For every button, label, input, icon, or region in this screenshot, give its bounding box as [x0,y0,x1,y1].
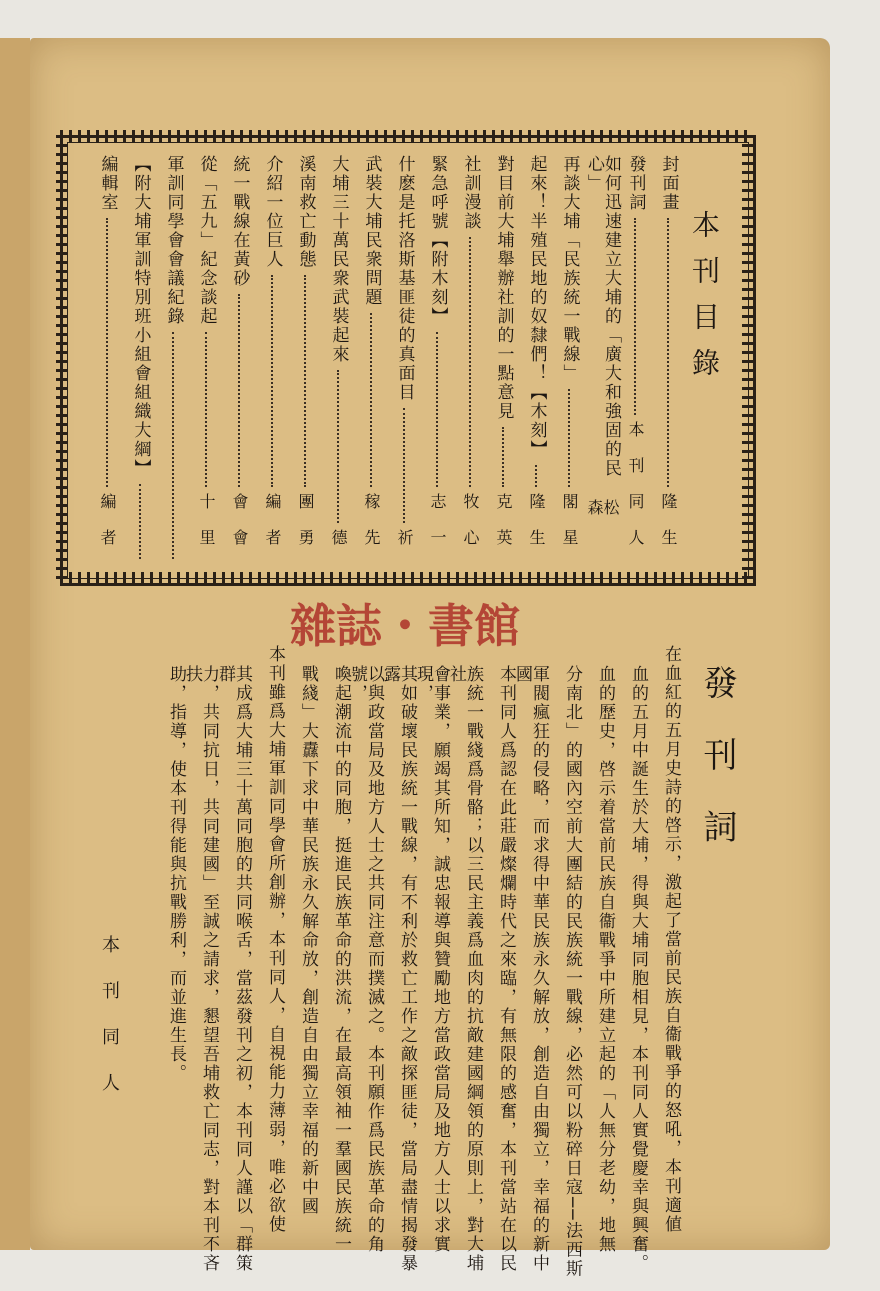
toc-entry-author: 隆生 [527,493,546,565]
toc-leader-dots [271,275,273,487]
foreword-column: 血的歷史，啓示着當前民族自衞戰爭中所建立起的「人無分老幼，地無 [595,665,615,1254]
toc-entry [523,155,549,565]
toc-entry-title: 社訓漫談 [460,155,481,231]
toc-entry-title: 再談大埔「民族統一戰線」 [559,155,580,383]
toc-entry [424,155,450,565]
foreword-column: 其如破壞民族統一戰線，有不利於救亡工作之敵探匪徒，當局盡情揭發暴露 [380,665,417,1273]
toc-entry [358,155,384,565]
toc-entry-title: 起來！半殖民地的奴隸們！【木刻】 [526,155,547,459]
toc-entry-title: 緊急呼號【附木刻】 [427,155,448,326]
toc-entry [655,155,681,565]
foreword-signature: 本刊同人 [99,935,120,1119]
toc-entry-author: 編者 [98,493,117,565]
toc-entry-title: 武裝大埔民衆問題 [361,155,382,307]
toc-entry-author: 編者 [263,493,282,565]
toc-entry-title: 軍訓同學會會議紀錄 [163,155,184,326]
toc-leader-dots [436,332,438,487]
toc-entry-author: 閣星 [560,493,579,565]
toc-entry [584,155,621,565]
toc-leader-dots [403,408,405,523]
toc-entry-title: 如何迅速建立大埔的「廣大和強固的民心」 [584,155,621,478]
foreword-column: 族統一戰綫爲骨骼；以三民主義爲血肉的抗敵建國綱領的原則上，對大埔社 [446,665,483,1273]
toc-entry [160,155,186,565]
toc-entry [391,155,417,565]
foreword-column: 喚起潮流中的同胞，挺進民族革命的洪流，在最高領袖一羣國民族統一 [331,665,351,1254]
toc-entry-author: 松森 [585,498,620,535]
toc-entry [490,155,516,565]
toc-heading: 本刊目錄 [688,210,721,394]
toc-entry-title: 統一戰線在黃砂 [229,155,250,288]
toc-leader-dots [568,389,570,487]
foreword-heading: 發刊詞 [697,665,737,881]
toc-entry-author: 會會 [230,493,249,565]
toc-entry-author: 克英 [494,493,513,565]
toc-leader-dots [106,218,108,487]
foreword-column: 本刊同人爲認在此莊嚴燦爛時代之來臨，有無限的感奮，本刊當站在以民 [496,665,516,1273]
toc-entry-author: 隆生 [659,493,678,565]
toc-entry-title: 溪南救亡動態 [295,155,316,269]
toc-entry [94,155,120,565]
toc-entry [127,155,153,565]
toc-entry-title: 介紹一位巨人 [262,155,283,269]
foreword-column: 血的五月中誕生於大埔，得與大埔同胞相見，本刊同人實覺慶幸與興奮。 [628,665,648,1273]
toc-entry-title: 大埔三十萬民衆武裝起來 [328,155,349,364]
toc-leader-dots [370,313,372,487]
toc-leader-dots [238,294,240,487]
toc-entry-author: 牧心 [461,493,480,565]
toc-entry [556,155,582,565]
toc-entry-author: 十里 [197,493,216,565]
toc-entry-title: 什麽是托洛斯基匪徒的真面目 [394,155,415,402]
foreword-column: 以與政當局及地方人士之共同注意而撲滅之。本刊願作爲民族革命的角號， [347,665,384,1254]
toc-leader-dots [205,332,207,487]
toc-entry-author: 稼先 [362,493,381,565]
foreword-column: 助，指導，使本刊得能與抗戰勝利，而並進生長。 [166,665,186,1083]
binding-edge [0,38,30,1250]
toc-entry [193,155,219,565]
toc-leader-dots [304,275,306,487]
watermark-stamp: 雜誌・書館 [290,599,520,653]
toc-leader-dots [139,484,141,559]
toc-entry-title: 從「五九」紀念談起 [196,155,217,326]
foreword-column: 其成爲大埔三十萬同胞的共同喉舌，當茲發刊之初，本刊同人謹以「群策群 [215,665,252,1273]
toc-entry [325,155,351,565]
foreword-column: 力，共同抗日，共同建國」至誠之請求，懇望吾埔救亡同志，對本刊不吝扶 [182,665,219,1273]
toc-entry-author: 祈 [395,529,414,565]
toc-entry-author: 本刊同人 [626,421,645,565]
toc-entry [622,155,648,565]
toc-entry [457,155,483,565]
toc-entry-title: 【附大埔軍訓特別班小組會組織大綱】 [130,155,151,478]
toc-entry-author: 團勇 [296,493,315,565]
foreword-column: 在血紅的五月史詩的啓示，激起了當前民族自衞戰爭的怒吼，本刊適値 [661,645,681,1234]
toc-entry-title: 對目前大埔舉辦社訓的一點意見 [493,155,514,421]
toc-leader-dots [469,237,471,487]
foreword-column: 軍閥瘋狂的侵略，而求得中華民族永久解放，創造自由獨立，幸福的新中國 [512,665,549,1273]
toc-leader-dots [535,465,537,487]
toc-leader-dots [502,427,504,487]
toc-entry-title: 封面畫 [658,155,679,212]
toc-leader-dots [337,370,339,523]
foreword-column: 分南北」的國內空前大團結的民族統一戰線，必然可以粉碎日寇──法西斯 [562,665,582,1279]
toc-entry [226,155,252,565]
foreword-column: 本刊雖爲大埔軍訓同學會所創辦，本刊同人，自視能力薄弱，唯必欲使 [265,645,285,1234]
foreword-column: 會事業，願竭其所知，誠忠報導與贊勵地方當政當局及地方人士以求實現， [413,665,450,1254]
toc-entry [292,155,318,565]
toc-entry-title: 編輯室 [97,155,118,212]
toc-leader-dots [172,332,174,559]
toc-entry [259,155,285,565]
toc-leader-dots [667,218,669,487]
toc-leader-dots [634,218,636,415]
toc-entry-title: 發刊詞 [625,155,646,212]
toc-entry-author: 德 [329,529,348,565]
toc-entry-author: 志一 [428,493,447,565]
foreword-column: 戰綫」大纛下求中華民族永久解命放，創造自由獨立幸福的新中國 [298,665,318,1216]
